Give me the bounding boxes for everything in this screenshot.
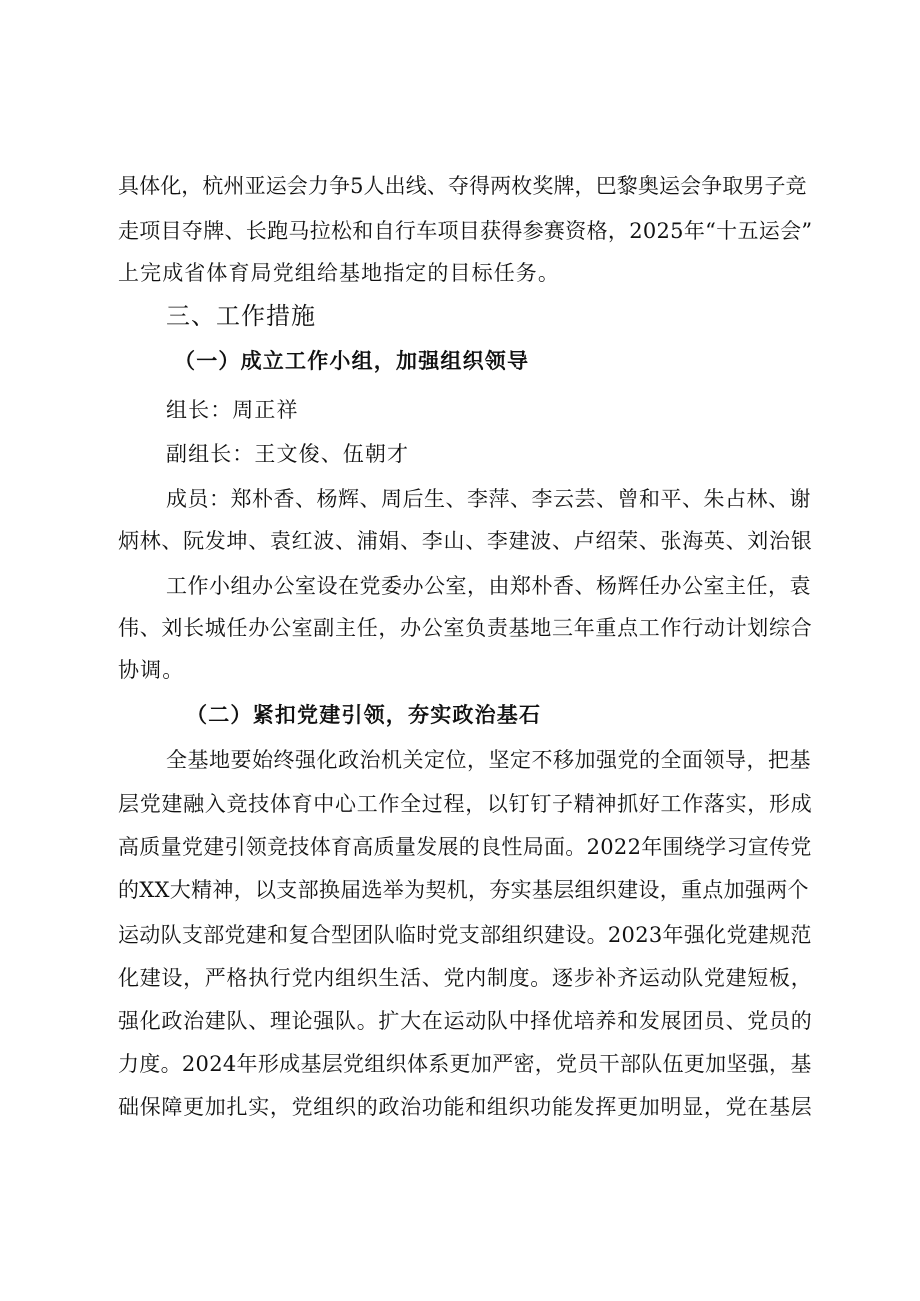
body-line-3: 高质量党建引领竞技体育高质量发展的良性局面。2022年围绕学习宣传党 xyxy=(118,835,812,859)
subsection-heading-1: （一）成立工作小组，加强组织领导 xyxy=(174,348,530,373)
intro-line-3: 上完成省体育局党组给基地指定的目标任务。 xyxy=(118,261,560,285)
members-line-2: 炳林、阮发坤、袁红波、浦娟、李山、李建波、卢绍荣、张海英、刘治银 xyxy=(118,529,813,553)
intro-line-1: 具体化，杭州亚运会力争5人出线、夺得两枚奖牌，巴黎奥运会争取男子竞 xyxy=(118,174,807,198)
office-line-3: 协调。 xyxy=(118,658,185,682)
body-line-8: 力度。2024年形成基层党组织体系更加严密，党员干部队伍更加坚强，基 xyxy=(118,1052,812,1076)
office-line-2: 伟、刘长城任办公室副主任，办公室负责基地三年重点工作行动计划综合 xyxy=(118,616,813,640)
body-line-1: 全基地要始终强化政治机关定位，坚定不移加强党的全面领导，把基 xyxy=(166,748,811,772)
subsection-heading-2: （二）紧扣党建引领，夯实政治基石 xyxy=(186,702,542,727)
body-line-5: 运动队支部党建和复合型团队临时党支部组织建设。2023年强化党建规范 xyxy=(118,923,812,947)
body-line-6: 化建设，严格执行党内组织生活、党内制度。逐步补齐运动队党建短板， xyxy=(118,966,813,990)
members-line-1: 成员：郑朴香、杨辉、周后生、李萍、李云芸、曾和平、朱占林、谢 xyxy=(166,487,811,511)
body-line-7: 强化政治建队、理论强队。扩大在运动队中择优培养和发展团员、党员的 xyxy=(118,1009,813,1033)
body-line-9: 础保障更加扎实，党组织的政治功能和组织功能发挥更加明显，党在基层 xyxy=(118,1095,813,1119)
body-line-4: 的XX大精神，以支部换届选举为契机，夯实基层组织建设，重点加强两个 xyxy=(118,878,809,902)
body-line-2: 层党建融入竞技体育中心工作全过程，以钉钉子精神抓好工作落实，形成 xyxy=(118,792,813,816)
intro-line-2: 走项目夺牌、长跑马拉松和自行车项目获得参赛资格，2025年“十五运会” xyxy=(118,219,813,243)
office-line-1: 工作小组办公室设在党委办公室，由郑朴香、杨辉任办公室主任，袁 xyxy=(166,574,811,598)
section-heading: 三、工作措施 xyxy=(166,302,316,330)
deputy-line: 副组长：王文俊、伍朝才 xyxy=(166,442,410,466)
leader-line: 组长：周正祥 xyxy=(166,398,299,422)
